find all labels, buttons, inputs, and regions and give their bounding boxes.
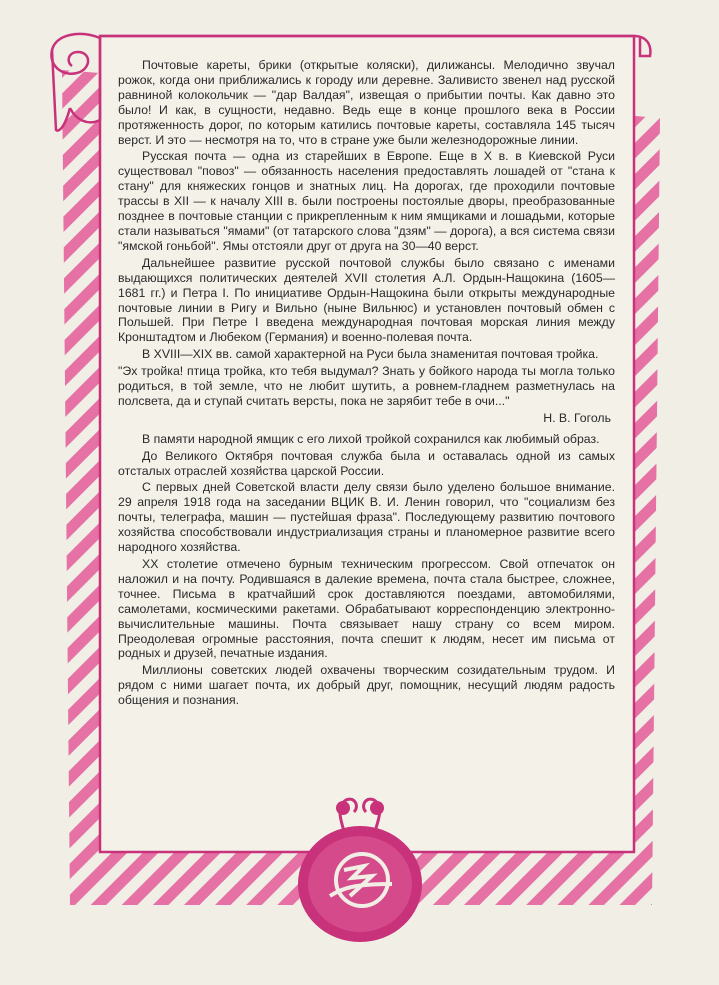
paragraph-3: Дальнейшее развитие русской почтовой службы было связано с именами выдающихся политических деятелей XVII столетия А.Л. Ордын-Нащокина (1605—1681 гг.) и Петра I. По инициативе Ордын-Нащокина были открыты международные почтовые линии в Ригу и Вильно (ныне Вильнюс) и установлен почтовый обмен с Польшей. При Петре I введена международная почтовая морская линия между Кронштадтом и Любеком (Германия) и военно-полевая почта. — [118, 255, 615, 345]
gogol-quote: "Эх тройка! птица тройка, кто тебя выдумал? Знать у бойкого народа ты могла только родиться, в той земле, что не любит шутить, а ровнем-гладнем разметнулась на полсвета, да и ступай считать версты, пока не зарябит тебе в очи..." — [118, 364, 615, 408]
paragraph-8: XX столетие отмечено бурным техническим прогрессом. Свой отпечаток он наложил и на почту. Родившаяся в далекие времена, почта стала быстрее, сложнее, точнее. Письма в кратчайший срок доставляются поездами, автомобилями, самолетами, космическими ракетами. Обрабатывают корреспонденцию электронно-вычислительные машины. Почта связывает нашу страну со всем миром. Преодолевая огромные расстояния, почта спешит к людям, несет им письма от родных и друзей, печатные издания. — [118, 557, 615, 661]
paragraph-9: Миллионы советских людей охвачены творческим созидательным трудом. И рядом с ними шагает почта, их добрый друг, помощник, несущий людям радость общения и познания. — [118, 663, 615, 708]
quote-author: Н. В. Гоголь — [543, 410, 611, 425]
paragraph-6: До Великого Октября почтовая служба была и оставалась одной из самых отсталых отраслей хозяйства царской России. — [118, 448, 615, 478]
paragraph-1: Почтовые кареты, брики (открытые коляски), дилижансы. Мелодично звучал рожок, когда они приближались к городу или деревне. Заливисто звенел над русской равниной колокольчик — "дар Валдая", извещая о прибытии почты. Как давно это было! И как, в сущности, недавно. Ведь еще в конце прошлого века в России протяженность дорог, по которым катились почтовые кареты, составляла 145 тысяч верст. И это — несмотря на то, что в стране уже были железнодорожные линии. — [118, 58, 615, 147]
paragraph-7: С первых дней Советской власти делу связи было уделено большое внимание. 29 апреля 1918 года на заседании ВЦИК В. И. Ленин говорил, что "социализм без почты, телеграфа, машин — пустейшая фраза". Последующему развитию почтового хозяйства способствовали индустриализация страны и планомерное развитие всего народного хозяйства. — [118, 480, 615, 555]
article-text — [118, 58, 615, 710]
paragraph-4: В XVIII—XIX вв. самой характерной на Руси была знаменитая почтовая тройка. — [142, 347, 599, 362]
paragraph-2: Русская почта — одна из старейших в Европе. Еще в X в. в Киевской Руси существовал "повоз" — обязанность населения предоставлять лошадей от "стана к стану" для княжеских гонцов и знатных лиц. На дорогах, где проходили почтовые трассы в XII — к началу XIII в. были построены постоялые дворы, преобразованные позднее в почтовые станции с прикрепленным к ним ямщиками и лошадьми, которые стали называться "ямами" (от татарского слова "дзям" — дорога), а вся система связи "ямской гоньбой". Ямы отстояли друг от друга на 30—40 верст. — [118, 149, 615, 253]
paragraph-5: В памяти народной ямщик с его лихой тройкой сохранился как любимый образ. — [142, 431, 600, 446]
